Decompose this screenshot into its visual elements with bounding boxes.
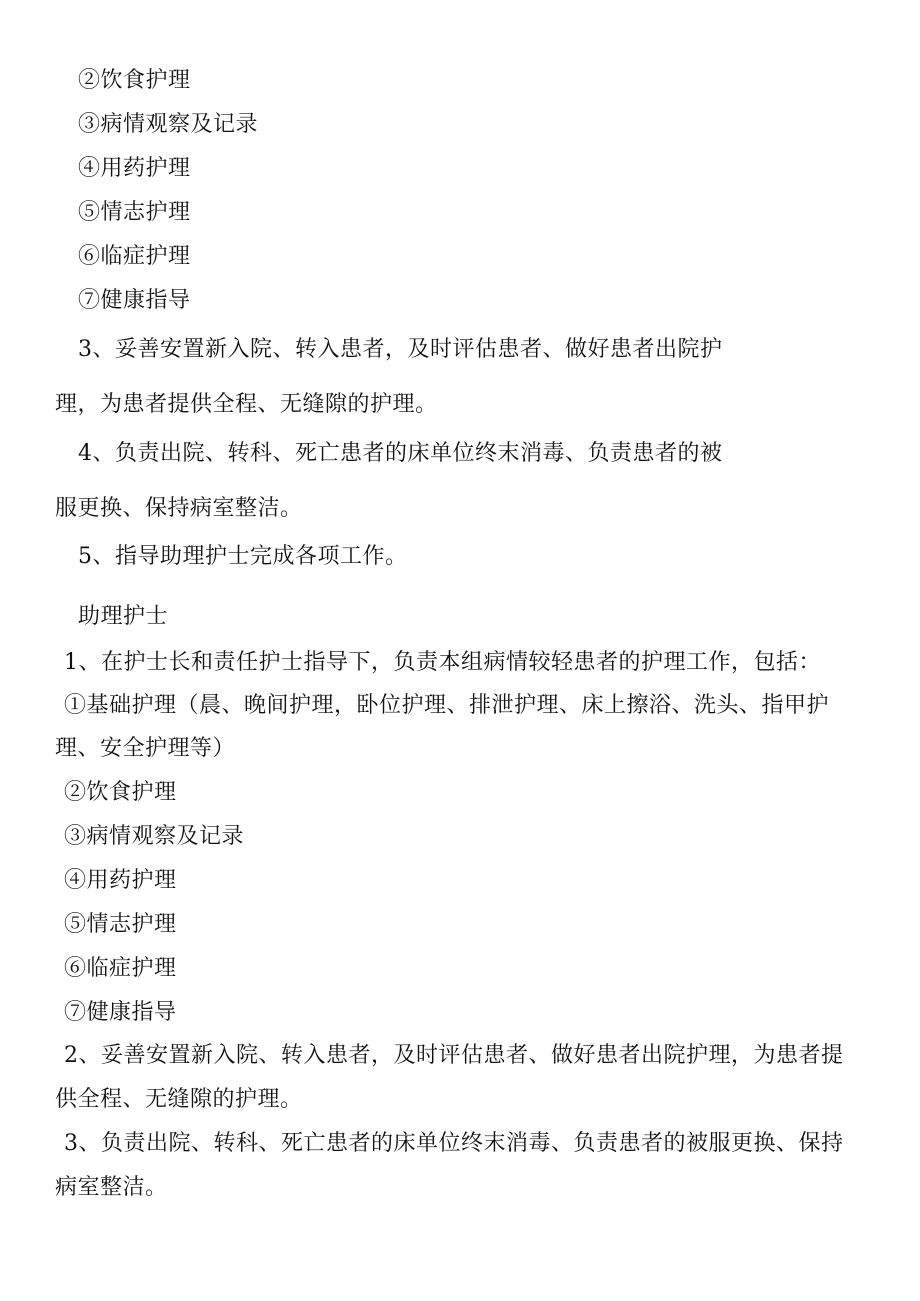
care-item-observation: ③病情观察及记录 [78, 112, 259, 137]
duty-3-line-2: 理，为患者提供全程、无缝隙的护理。 [55, 392, 438, 417]
assistant-item-emotional: ⑤情志护理 [64, 912, 177, 937]
assistant-duty-3-line-2: 病室整洁。 [55, 1175, 168, 1200]
assistant-item-diet: ②饮食护理 [64, 780, 177, 805]
duty-5: 5、指导助理护士完成各项工作。 [78, 544, 408, 569]
duty-3-line-1: 3、妥善安置新入院、转入患者，及时评估患者、做好患者出院护 [78, 337, 723, 362]
care-item-medication: ④用药护理 [78, 156, 191, 181]
assistant-item-health-guidance: ⑦健康指导 [64, 1000, 177, 1025]
assistant-item-symptom: ⑥临症护理 [64, 956, 177, 981]
assistant-item-medication: ④用药护理 [64, 868, 177, 893]
care-item-health-guidance: ⑦健康指导 [78, 288, 191, 313]
assistant-item-basic-line-2: 理、安全护理等） [55, 736, 236, 761]
assistant-duty-2-line-2: 供全程、无缝隙的护理。 [55, 1087, 303, 1112]
section-heading: 助理护士 [78, 604, 169, 629]
assistant-duty-3-line-1: 3、负责出院、转科、死亡患者的床单位终末消毒、负责患者的被服更换、保持 [64, 1131, 844, 1156]
care-item-emotional: ⑤情志护理 [78, 200, 191, 225]
assistant-duty-1: 1、在护士长和责任护士指导下，负责本组病情较轻患者的护理工作，包括： [64, 650, 821, 675]
assistant-item-observation: ③病情观察及记录 [64, 824, 245, 849]
care-item-symptom: ⑥临症护理 [78, 244, 191, 269]
duty-4-line-1: 4、负责出院、转科、死亡患者的床单位终末消毒、负责患者的被 [78, 441, 723, 466]
care-item-diet: ②饮食护理 [78, 68, 191, 93]
assistant-duty-2-line-1: 2、妥善安置新入院、转入患者，及时评估患者、做好患者出院护理，为患者提 [64, 1043, 844, 1068]
duty-4-line-2: 服更换、保持病室整洁。 [55, 496, 303, 521]
assistant-item-basic-line-1: ①基础护理（晨、晚间护理，卧位护理、排泄护理、床上擦浴、洗头、指甲护 [64, 693, 830, 718]
